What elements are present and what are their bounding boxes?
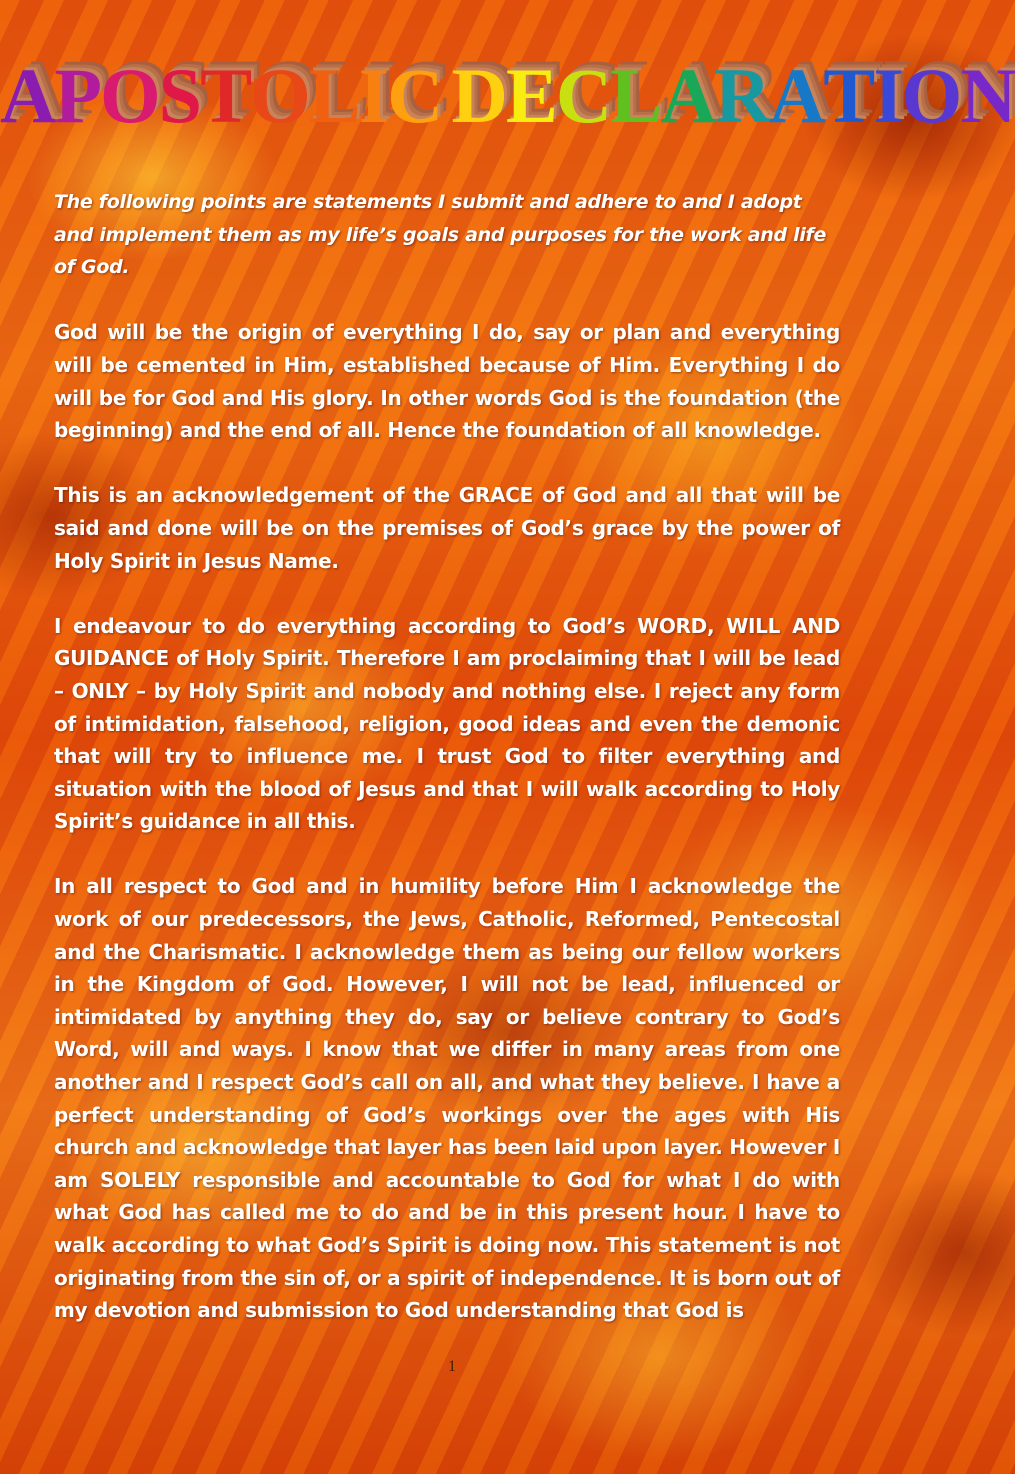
title-letter: O: [901, 52, 961, 139]
title-letter: L: [610, 52, 661, 139]
paragraph-foundation: God will be the origin of everything I do, say or plan and everything will be cemented in Him, established because of Him. Everything I do will be for God and His glory. In other words God is the foundation (the beginning) and the end of all. Hence the foundation of all knowledge.: [54, 320, 840, 443]
title-letter: D: [451, 52, 506, 139]
title-letter: T: [823, 52, 874, 139]
title-letter: S: [158, 52, 201, 139]
page-title: [0, 52, 1015, 140]
title-letter: N: [960, 52, 1015, 139]
document-body: [54, 186, 840, 1359]
paragraph-grace: This is an acknowledgement of the GRACE of God and all that will be said and done will be on the premises of God’s grace by the power of Holy Spirit in Jesus Name.: [54, 483, 840, 573]
paragraph-guidance: I endeavour to do everything according to God’s WORD, WILL AND GUIDANCE of Holy Spirit. Therefore I am proclaiming that I will be lead – ONLY – by Holy Spirit and nobody and nothing else. I reject any form of intimidation, falsehood, religion, good ideas and even the demonic that will try to influence me. I trust God to filter everything and situation with the blood of Jesus and that I will walk according to Holy Spirit’s guidance in all this.: [54, 613, 840, 834]
title-letter: L: [308, 52, 359, 139]
title-letter: O: [100, 52, 159, 139]
title-letter: A: [660, 52, 715, 139]
title-letter: I: [873, 52, 902, 139]
title-letter: I: [358, 52, 388, 139]
intro-paragraph: The following points are statements I submit and adhere to and I adopt and implement them as my life’s goals and purposes for the work and life of God.: [54, 191, 827, 279]
title-letter: P: [54, 52, 100, 139]
title-letter: C: [555, 52, 611, 139]
title-letter: A: [768, 52, 824, 139]
title-letter: O: [250, 52, 309, 139]
page-number: 1: [448, 1358, 456, 1375]
paragraph-predecessors: In all respect to God and in humility before Him I acknowledge the work of our predecessors, the Jews, Catholic, Reformed, Pentecostal and the Charismatic. I acknowledge them as being our fellow workers in the Kingdom of God. However, I will not be lead, influenced or intimidated by anything they do, say or believe contrary to God’s Word, will and ways. I know that we differ in many areas from one another and I respect God’s call on all, and what they believe. I have a perfect understanding of God’s workings over the ages with His church and acknowledge that layer has been laid upon layer. However I am SOLELY responsible and accountable to God for what I do with what God has called me to do and be in this present hour. I have to walk according to what God’s Spirit is doing now. This statement is not originating from the sin of, or a spirit of independence. It is born out of my devotion and submission to God understanding that God is: [54, 874, 840, 1323]
title-letter: C: [387, 52, 442, 139]
title-letter: E: [505, 52, 556, 139]
title-letter: A: [0, 52, 55, 139]
title-letter: R: [714, 52, 769, 139]
title-letter: T: [200, 52, 251, 139]
